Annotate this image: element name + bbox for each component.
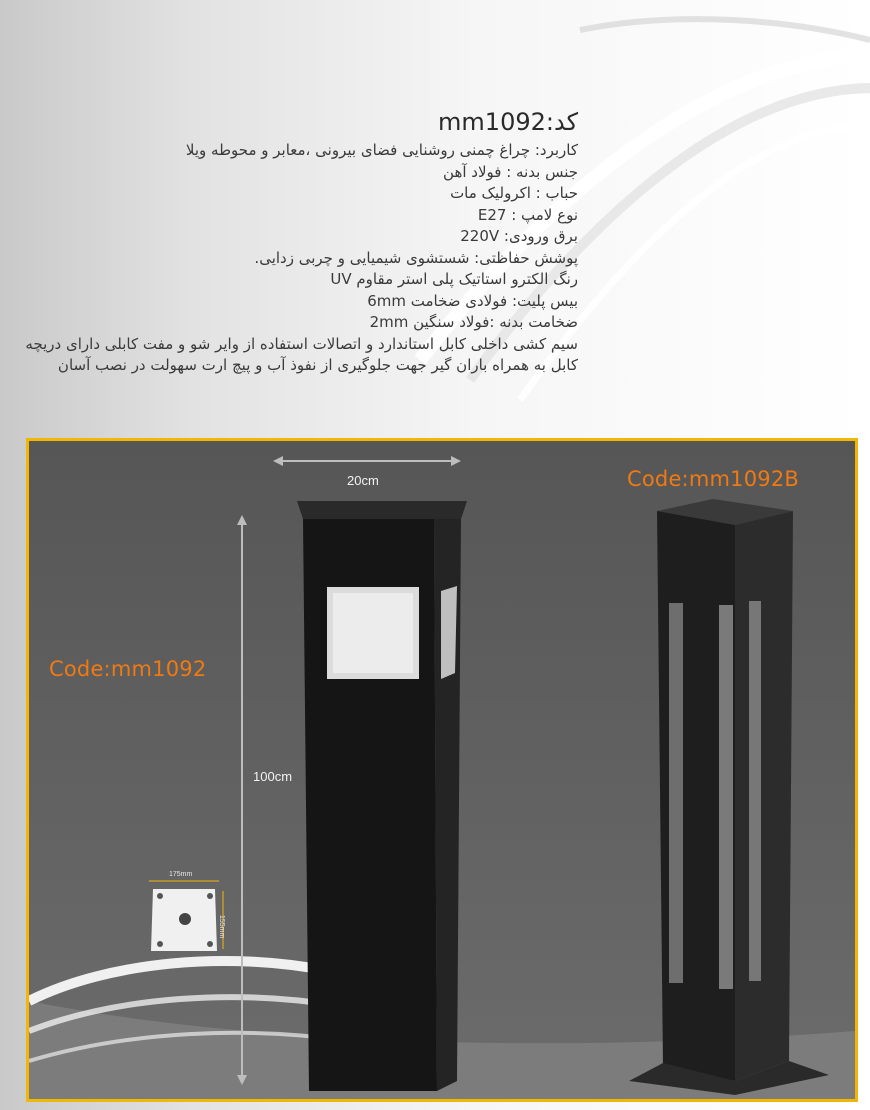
- spec-base-plate: بیس پلیت: فولادی ضخامت 6mm: [367, 291, 578, 310]
- product-photo-frame: [26, 438, 858, 1102]
- height-dimension-label: 100cm: [253, 769, 293, 784]
- plate-height-label: 155mm: [218, 915, 225, 939]
- bollard-mm1092: [297, 501, 467, 1091]
- spec-protective-coating: پوشش حفاظتی: شستشوی شیمیایی و چربی زدایی.: [254, 248, 578, 267]
- product-code-title: کد:mm1092: [438, 108, 578, 136]
- bollard-mm1092b: [629, 499, 829, 1095]
- spec-diffuser: حباب : اکرولیک مات: [450, 184, 578, 202]
- width-dimension-label: 20cm: [347, 473, 379, 488]
- spec-body-thickness: ضخامت بدنه :فولاد سنگین 2mm: [369, 313, 578, 331]
- spec-wiring-paragraph: سیم کشی داخلی کابل استاندارد و اتصالات استفاده از وایر شو و مفت کابلی دارای دریچه کابل به همراه باران گیر جهت جلوگیری از نفوذ آب و پیچ ارت سهولت در نصب آسان: [25, 334, 578, 374]
- code-label-mm1092: Code:mm1092: [49, 657, 207, 681]
- product-illustration: [29, 441, 855, 1099]
- spec-lamp-type: نوع لامپ : E27: [477, 205, 578, 224]
- code-label-mm1092b: Code:mm1092B: [627, 467, 799, 491]
- base-plate-drawing: [149, 881, 223, 951]
- plate-width-label: 175mm: [169, 871, 193, 878]
- spec-input-power: برق ورودی: 220V: [460, 227, 578, 245]
- spec-body-material: جنس بدنه : فولاد آهن: [443, 162, 578, 181]
- spec-block: [18, 104, 578, 377]
- spec-paint: رنگ الکترو استاتیک پلی استر مقاوم UV: [330, 270, 578, 288]
- spec-usage: کاربرد: چراغ چمنی روشنایی فضای بیرونی ،معابر و محوطه ویلا: [185, 141, 578, 159]
